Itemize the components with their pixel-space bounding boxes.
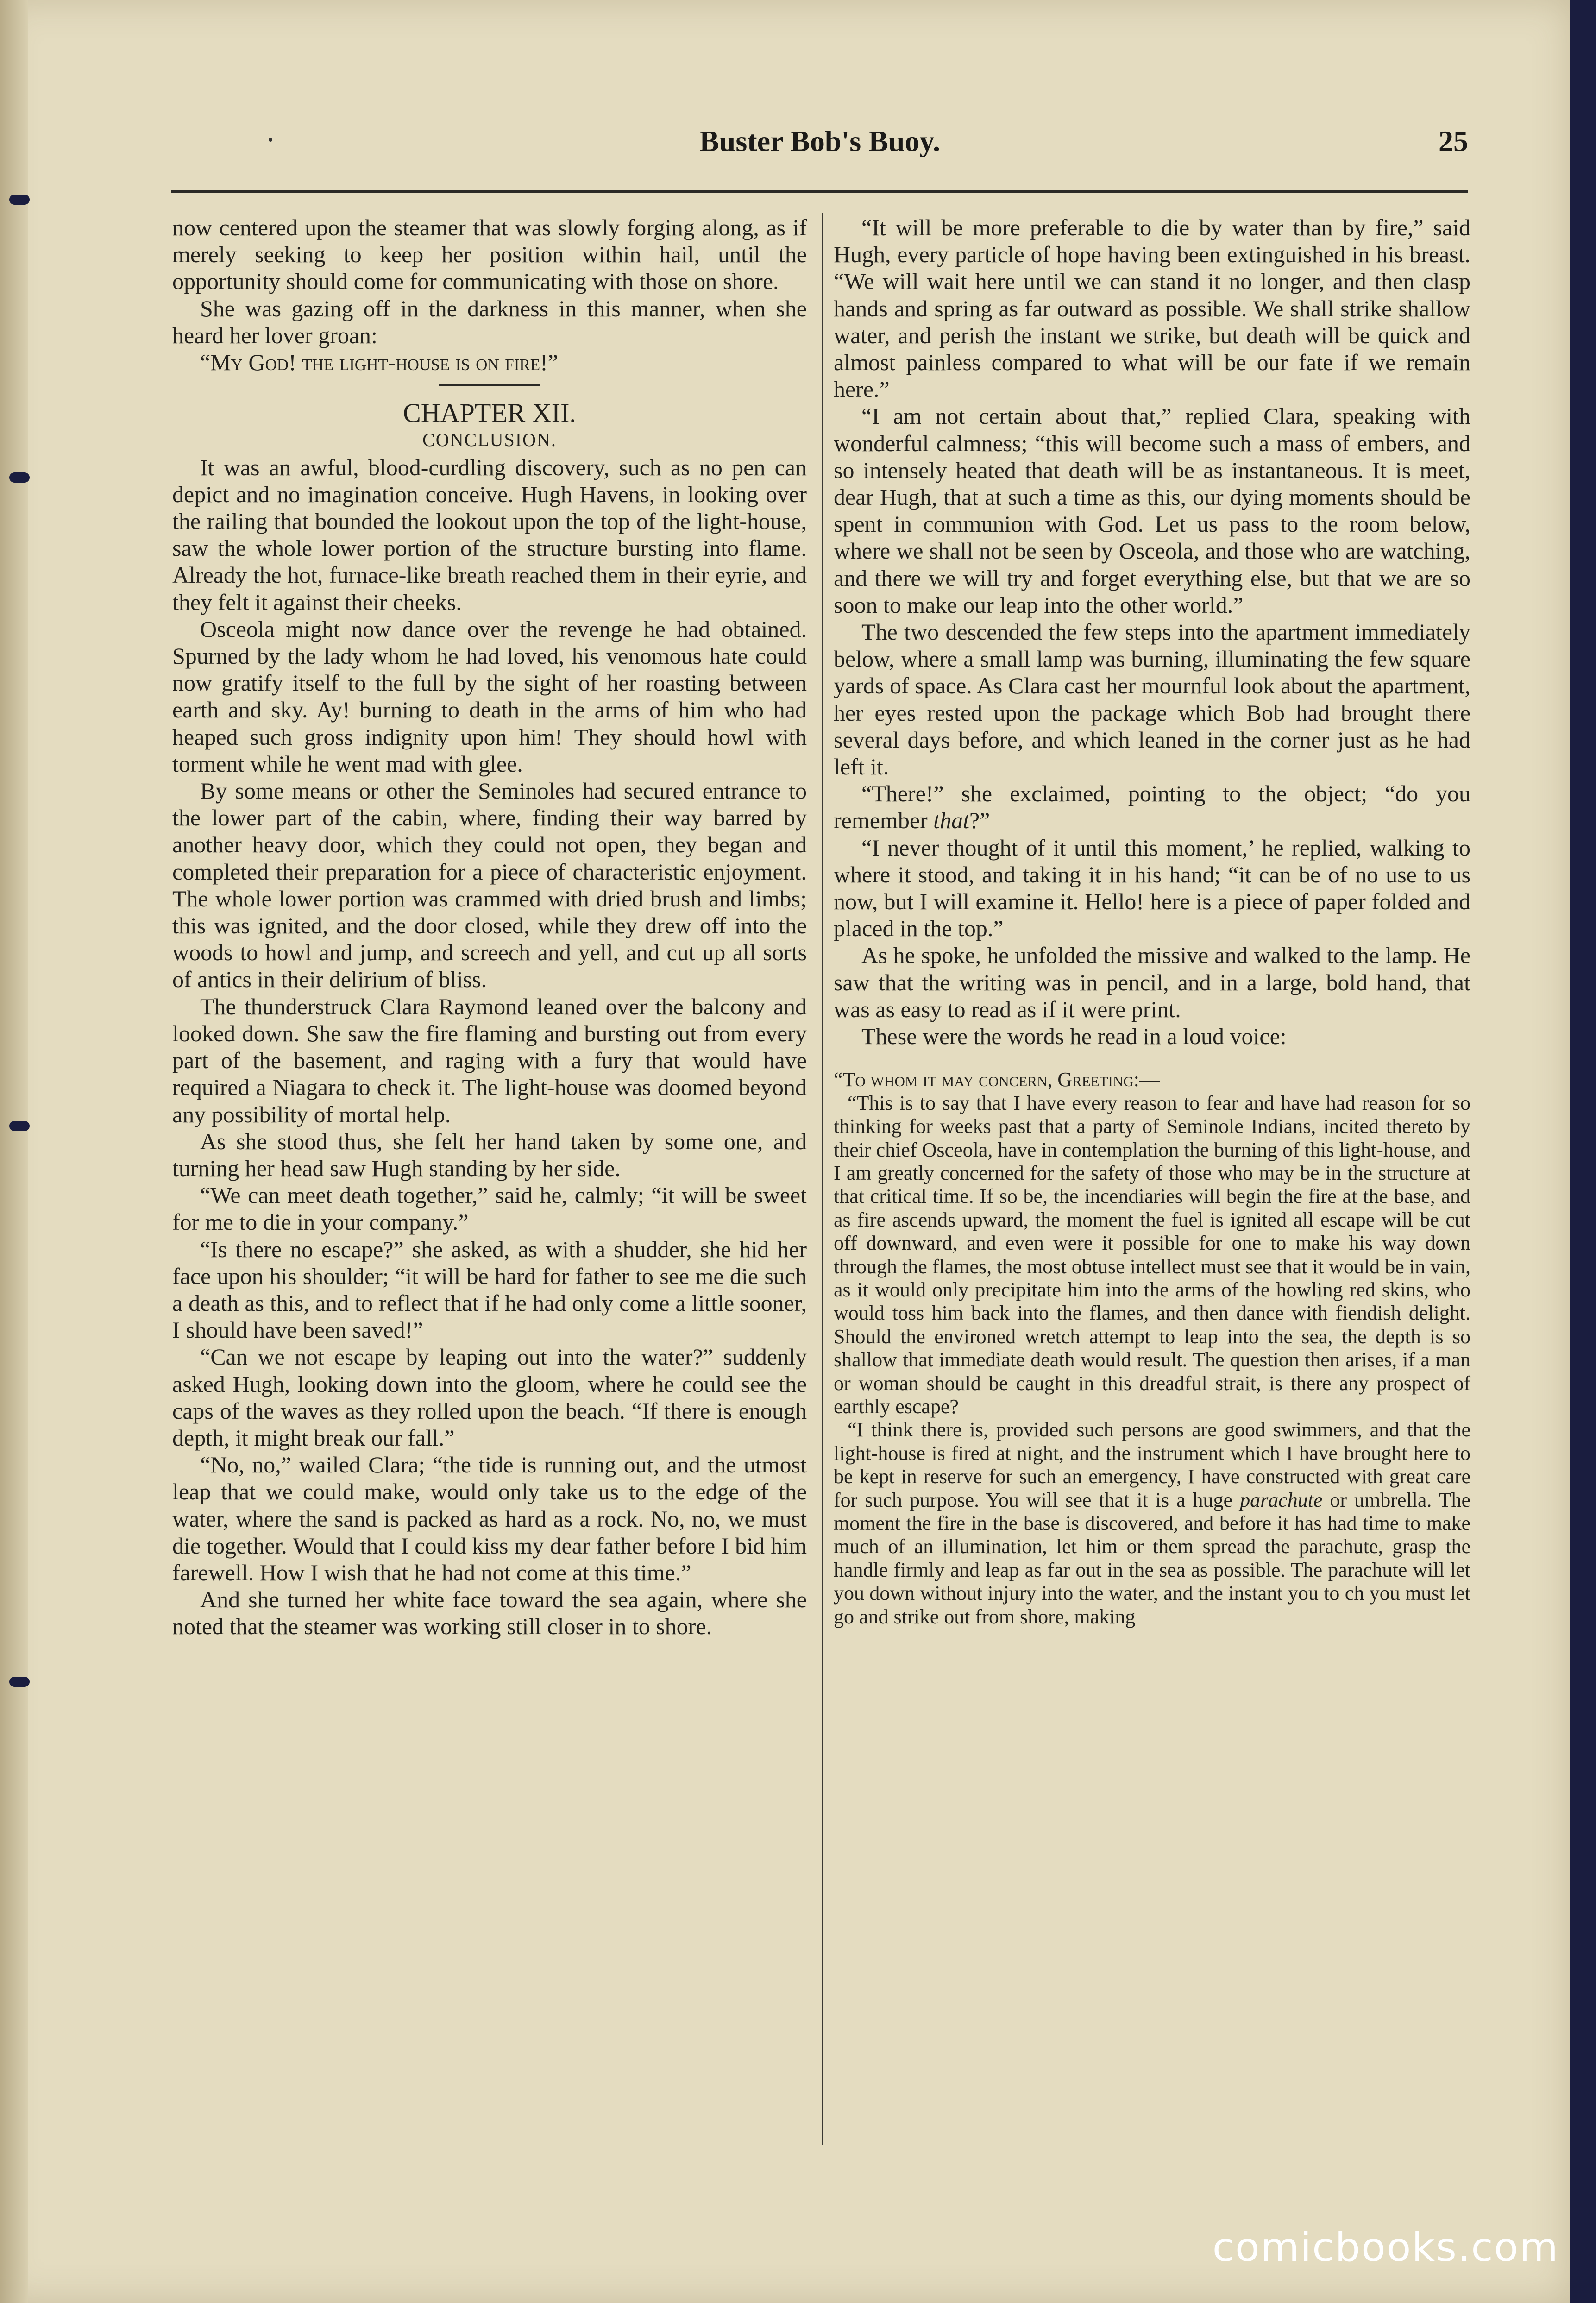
paragraph: By some means or other the Seminoles had secured entrance to the lower part of the cabin, where, finding their way barred by another heavy door, which they could not open, they began and completed their preparation for a piece of characteristic enjoyment. The whole lower portion was crammed with dried brush and limbs; this was ignited, and the door closed, while they drew off into the woods to howl and jump, and screech and yell, and cut up all sorts of antics in their delirium of bliss. (172, 778, 807, 993)
right-column (834, 214, 1470, 1629)
paragraph: And she turned her white face toward the sea again, where she noted that the steamer was working still closer in to shore. (172, 1586, 807, 1640)
text-run: ?” (969, 807, 990, 834)
paragraph: The thunderstruck Clara Raymond leaned over the balcony and looked down. She saw the fire flaming and bursting out from every part of the basement, and raging with a fury that would have required a Niagara to check it. The light-house was doomed beyond any possibility of mortal help. (172, 993, 807, 1127)
paragraph: “It will be more preferable to die by water than by fire,” said Hugh, every particle of hope having been extinguished in his breast. “We will wait here until we can stand it no longer, and then clasp hands and spring as far outward as possible. We shall strike shallow water, and perish the instant we strike, but death will be quick and almost painless compared to what will be our fate if we remain here.” (834, 214, 1470, 403)
page-header (171, 124, 1468, 170)
paragraph: The two descended the few steps into the apartment immediately below, where a small lamp was burning, illuminating the few square yards of space. As Clara cast her mournful look about the apartment, her eyes rested upon the package which Bob had brought there several days before, and which leaned in the corner just as he had left it. (834, 619, 1470, 780)
letter-greeting: “To whom it may concern, Greeting:— (834, 1068, 1160, 1091)
paragraph: As he spoke, he unfolded the missive and walked to the lamp. He saw that the writing was in pencil, and in a large, bold hand, that was as easy to read as if it were print. (834, 942, 1470, 1022)
paragraph: “Is there no escape?” she asked, as with a shudder, she hid her face upon his shoulder; “it will be hard for father to see me die such a death as this, and to reflect that if he had only come a little sooner, I should have been saved!” (172, 1236, 807, 1343)
paragraph-exclamation: “My God! the light-house is on fire!” (200, 349, 558, 376)
paragraph: “We can meet death together,” said he, calmly; “it will be sweet for me to die in your company.” (172, 1182, 807, 1235)
paragraph: “Can we not escape by leaping out into the water?” suddenly asked Hugh, looking down into the gloom, where he could see the caps of the waves as they rolled upon the beach. “If there is enough depth, it might break our fall.” (172, 1344, 807, 1451)
header-rule (171, 190, 1468, 193)
emphasis: parachute (1240, 1488, 1323, 1511)
column-divider (822, 213, 823, 2145)
section-rule (439, 384, 540, 386)
paragraph: “I never thought of it until this moment,’ he replied, walking to where it stood, and taking it in his hand; “it can be of no use to us now, but I will examine it. Hello! here is a piece of paper folded and placed in the top.” (834, 834, 1470, 942)
text-run: or umbrella. The moment the fire in the base is discovered, and before it has had time to make much of an illumination, let him or them spread the parachute, grasp the handle firmly and leap as far out in the sea as possible. The parachute will let you down without injury into the water, and the instant you to ch you must let go and strike out from shore, making (834, 1488, 1471, 1628)
paragraph: She was gazing off in the darkness in this manner, when she heard her lover groan: (172, 295, 807, 348)
binding-hole (9, 1121, 30, 1131)
text-run: “I think there is, provided such persons are good swimmers, and that the light-house is fired at night, and the instrument which I have brought here to be kept in reserve for such an emergency, I have constructed with great care for such purpose. You will see that it is a huge (834, 1418, 1470, 1511)
paragraph: Osceola might now dance over the revenge he had obtained. Spurned by the lady whom he had loved, his venomous hate could now gratify itself to the full by the sight of her roasting between earth and sky. Ay! burning to death in the arms of him who had heaped such gross indignity upon him! They should howl with torment while he went mad with glee. (172, 616, 807, 777)
running-title: Buster Bob's Buoy. (699, 125, 940, 157)
binding-spine (0, 0, 28, 2303)
emphasis: that (933, 807, 969, 834)
chapter-title: CHAPTER XII. (403, 398, 576, 428)
binding-hole (9, 195, 30, 205)
chapter-subtitle: CONCLUSION. (422, 429, 557, 451)
paragraph: These were the words he read in a loud voice: (861, 1023, 1287, 1050)
paragraph (834, 780, 1470, 834)
page-number: 25 (1439, 125, 1468, 157)
binding-hole (9, 472, 30, 483)
letter-block (834, 1068, 1470, 1629)
paragraph: “I am not certain about that,” replied Clara, speaking with wonderful calmness; “this will become such a mass of embers, and so intensely heated that death will be as instantaneous. It is meet, dear Hugh, that at such a time as this, our dying moments should be spent in communion with God. Let us pass to the room below, where we shall not be seen by Osceola, and those who are watching, and there we will try and forget everything else, but that we are so soon to make our leap into the other world.” (834, 403, 1470, 618)
left-column (172, 214, 807, 1640)
binding-hole (9, 1677, 30, 1687)
paragraph: As she stood thus, she felt her hand taken by some one, and turning her head saw Hugh standing by her side. (172, 1128, 807, 1181)
letter-paragraph (834, 1418, 1470, 1629)
paragraph: “No, no,” wailed Clara; “the tide is running out, and the utmost leap that we could make, would only take us to the edge of the water, where the sand is packed as hard as a rock. No, no, we must die together. Would that I could kiss my dear father before I bid him farewell. How I wish that he had not come at this time.” (172, 1452, 807, 1586)
text-run: “There!” she exclaimed, pointing to the object; “do you remember (834, 780, 1470, 834)
paragraph: It was an awful, blood-curdling discovery, such as no pen can depict and no imagination conceive. Hugh Havens, in looking over the railing that bounded the lookout upon the top of the light-house, saw the whole lower portion of the structure bursting into flame. Already the hot, furnace-like breath reached them in their eyrie, and they felt it against their cheeks. (172, 454, 807, 615)
letter-paragraph: “This is to say that I have every reason to fear and have had reason for so thinking for weeks past that a party of Seminole Indians, incited thereto by their chief Osceola, have in contemplation the burning of this light-house, and I am greatly concerned for the safety of those who may be in the structure at that critical time. If so be, the incendiaries will begin the fire at the base, and as fire ascends upward, the moment the fuel is ignited all escape will be cut off downward, and even were it possible for one to make his way down through the flames, the most obtuse intellect must see that it would be in vain, as it would only precipitate him into the arms of the howling red skins, who would toss him back into the flames, and then dance with fiendish delight. Should the environed wretch attempt to leap into the sea, the depth is so shallow that immediate death would result. The question then arises, if a man or woman should be caught in this dreadful strait, is there any prospect of earthly escape? (834, 1091, 1470, 1418)
paragraph: now centered upon the steamer that was slowly forging along, as if merely seeking to keep her position within hail, until the opportunity should come for communicating with those on shore. (172, 214, 807, 295)
watermark: comicbooks.com (1212, 2224, 1559, 2271)
